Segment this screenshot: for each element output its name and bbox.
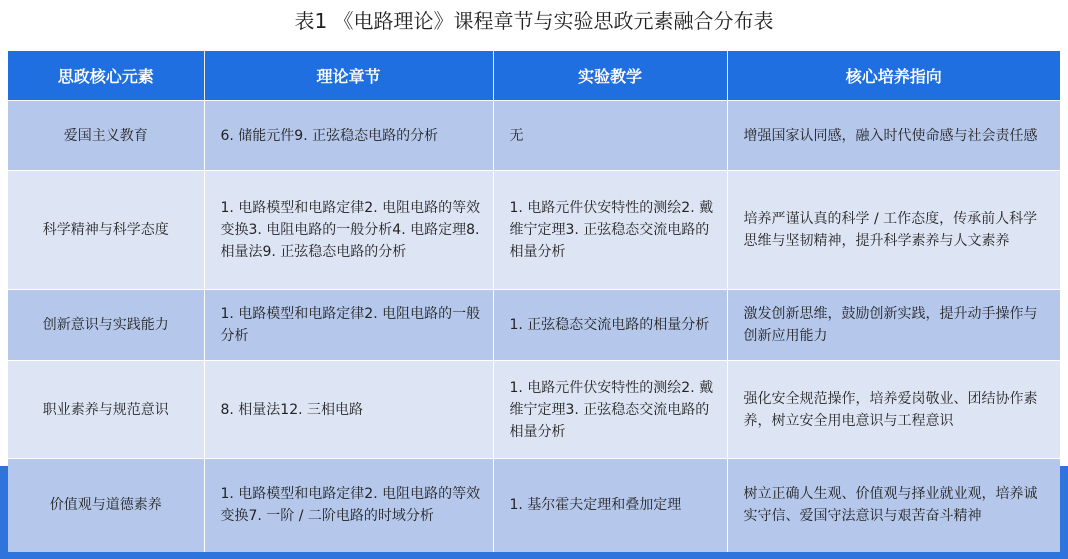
table-row <box>8 171 1060 290</box>
theory-chapter-cell: 8. 相量法12. 三相电路 <box>204 361 493 459</box>
training-goal-cell: 培养严谨认真的科学 / 工作态度，传承前人科学思维与坚韧精神，提升科学素养与人文素养 <box>727 171 1060 290</box>
table-row <box>8 459 1060 552</box>
table-row <box>8 361 1060 459</box>
training-goal-cell: 树立正确人生观、价值观与择业就业观，培养诚实守信、爱国守法意识与艰苦奋斗精神 <box>727 459 1060 552</box>
experiment-cell: 1. 电路元件伏安特性的测绘2. 戴维宁定理3. 正弦稳态交流电路的相量分析 <box>493 171 727 290</box>
training-goal-cell: 强化安全规范操作，培养爱岗敬业、团结协作素养，树立安全用电意识与工程意识 <box>727 361 1060 459</box>
header-training-goal: 核心培养指向 <box>727 51 1060 101</box>
experiment-cell: 无 <box>493 101 727 171</box>
theory-chapter-cell: 1. 电路模型和电路定律2. 电阻电路的等效变换3. 电阻电路的一般分析4. 电路定理8. 相量法9. 正弦稳态电路的分析 <box>204 171 493 290</box>
experiment-cell: 1. 电路元件伏安特性的测绘2. 戴维宁定理3. 正弦稳态交流电路的相量分析 <box>493 361 727 459</box>
core-element-cell: 科学精神与科学态度 <box>8 171 204 290</box>
experiment-cell: 1. 基尔霍夫定理和叠加定理 <box>493 459 727 552</box>
theory-chapter-cell: 1. 电路模型和电路定律2. 电阻电路的等效变换7. 一阶 / 二阶电路的时域分析 <box>204 459 493 552</box>
training-goal-cell: 激发创新思维，鼓励创新实践，提升动手操作与创新应用能力 <box>727 290 1060 361</box>
table-header-row <box>8 51 1060 101</box>
table-row <box>8 101 1060 171</box>
core-element-cell: 价值观与道德素养 <box>8 459 204 552</box>
header-theory-chapter: 理论章节 <box>204 51 493 101</box>
core-element-cell: 爱国主义教育 <box>8 101 204 171</box>
header-core-element: 思政核心元素 <box>8 51 204 101</box>
table-title: 表1 《电路理论》课程章节与实验思政元素融合分布表 <box>294 9 774 33</box>
training-goal-cell: 增强国家认同感，融入时代使命感与社会责任感 <box>727 101 1060 171</box>
core-element-cell: 创新意识与实践能力 <box>8 290 204 361</box>
header-experiment: 实验教学 <box>493 51 727 101</box>
theory-chapter-cell: 1. 电路模型和电路定律2. 电阻电路的一般分析 <box>204 290 493 361</box>
experiment-cell: 1. 正弦稳态交流电路的相量分析 <box>493 290 727 361</box>
core-element-cell: 职业素养与规范意识 <box>8 361 204 459</box>
integration-table <box>8 51 1060 552</box>
table-row <box>8 290 1060 361</box>
theory-chapter-cell: 6. 储能元件9. 正弦稳态电路的分析 <box>204 101 493 171</box>
